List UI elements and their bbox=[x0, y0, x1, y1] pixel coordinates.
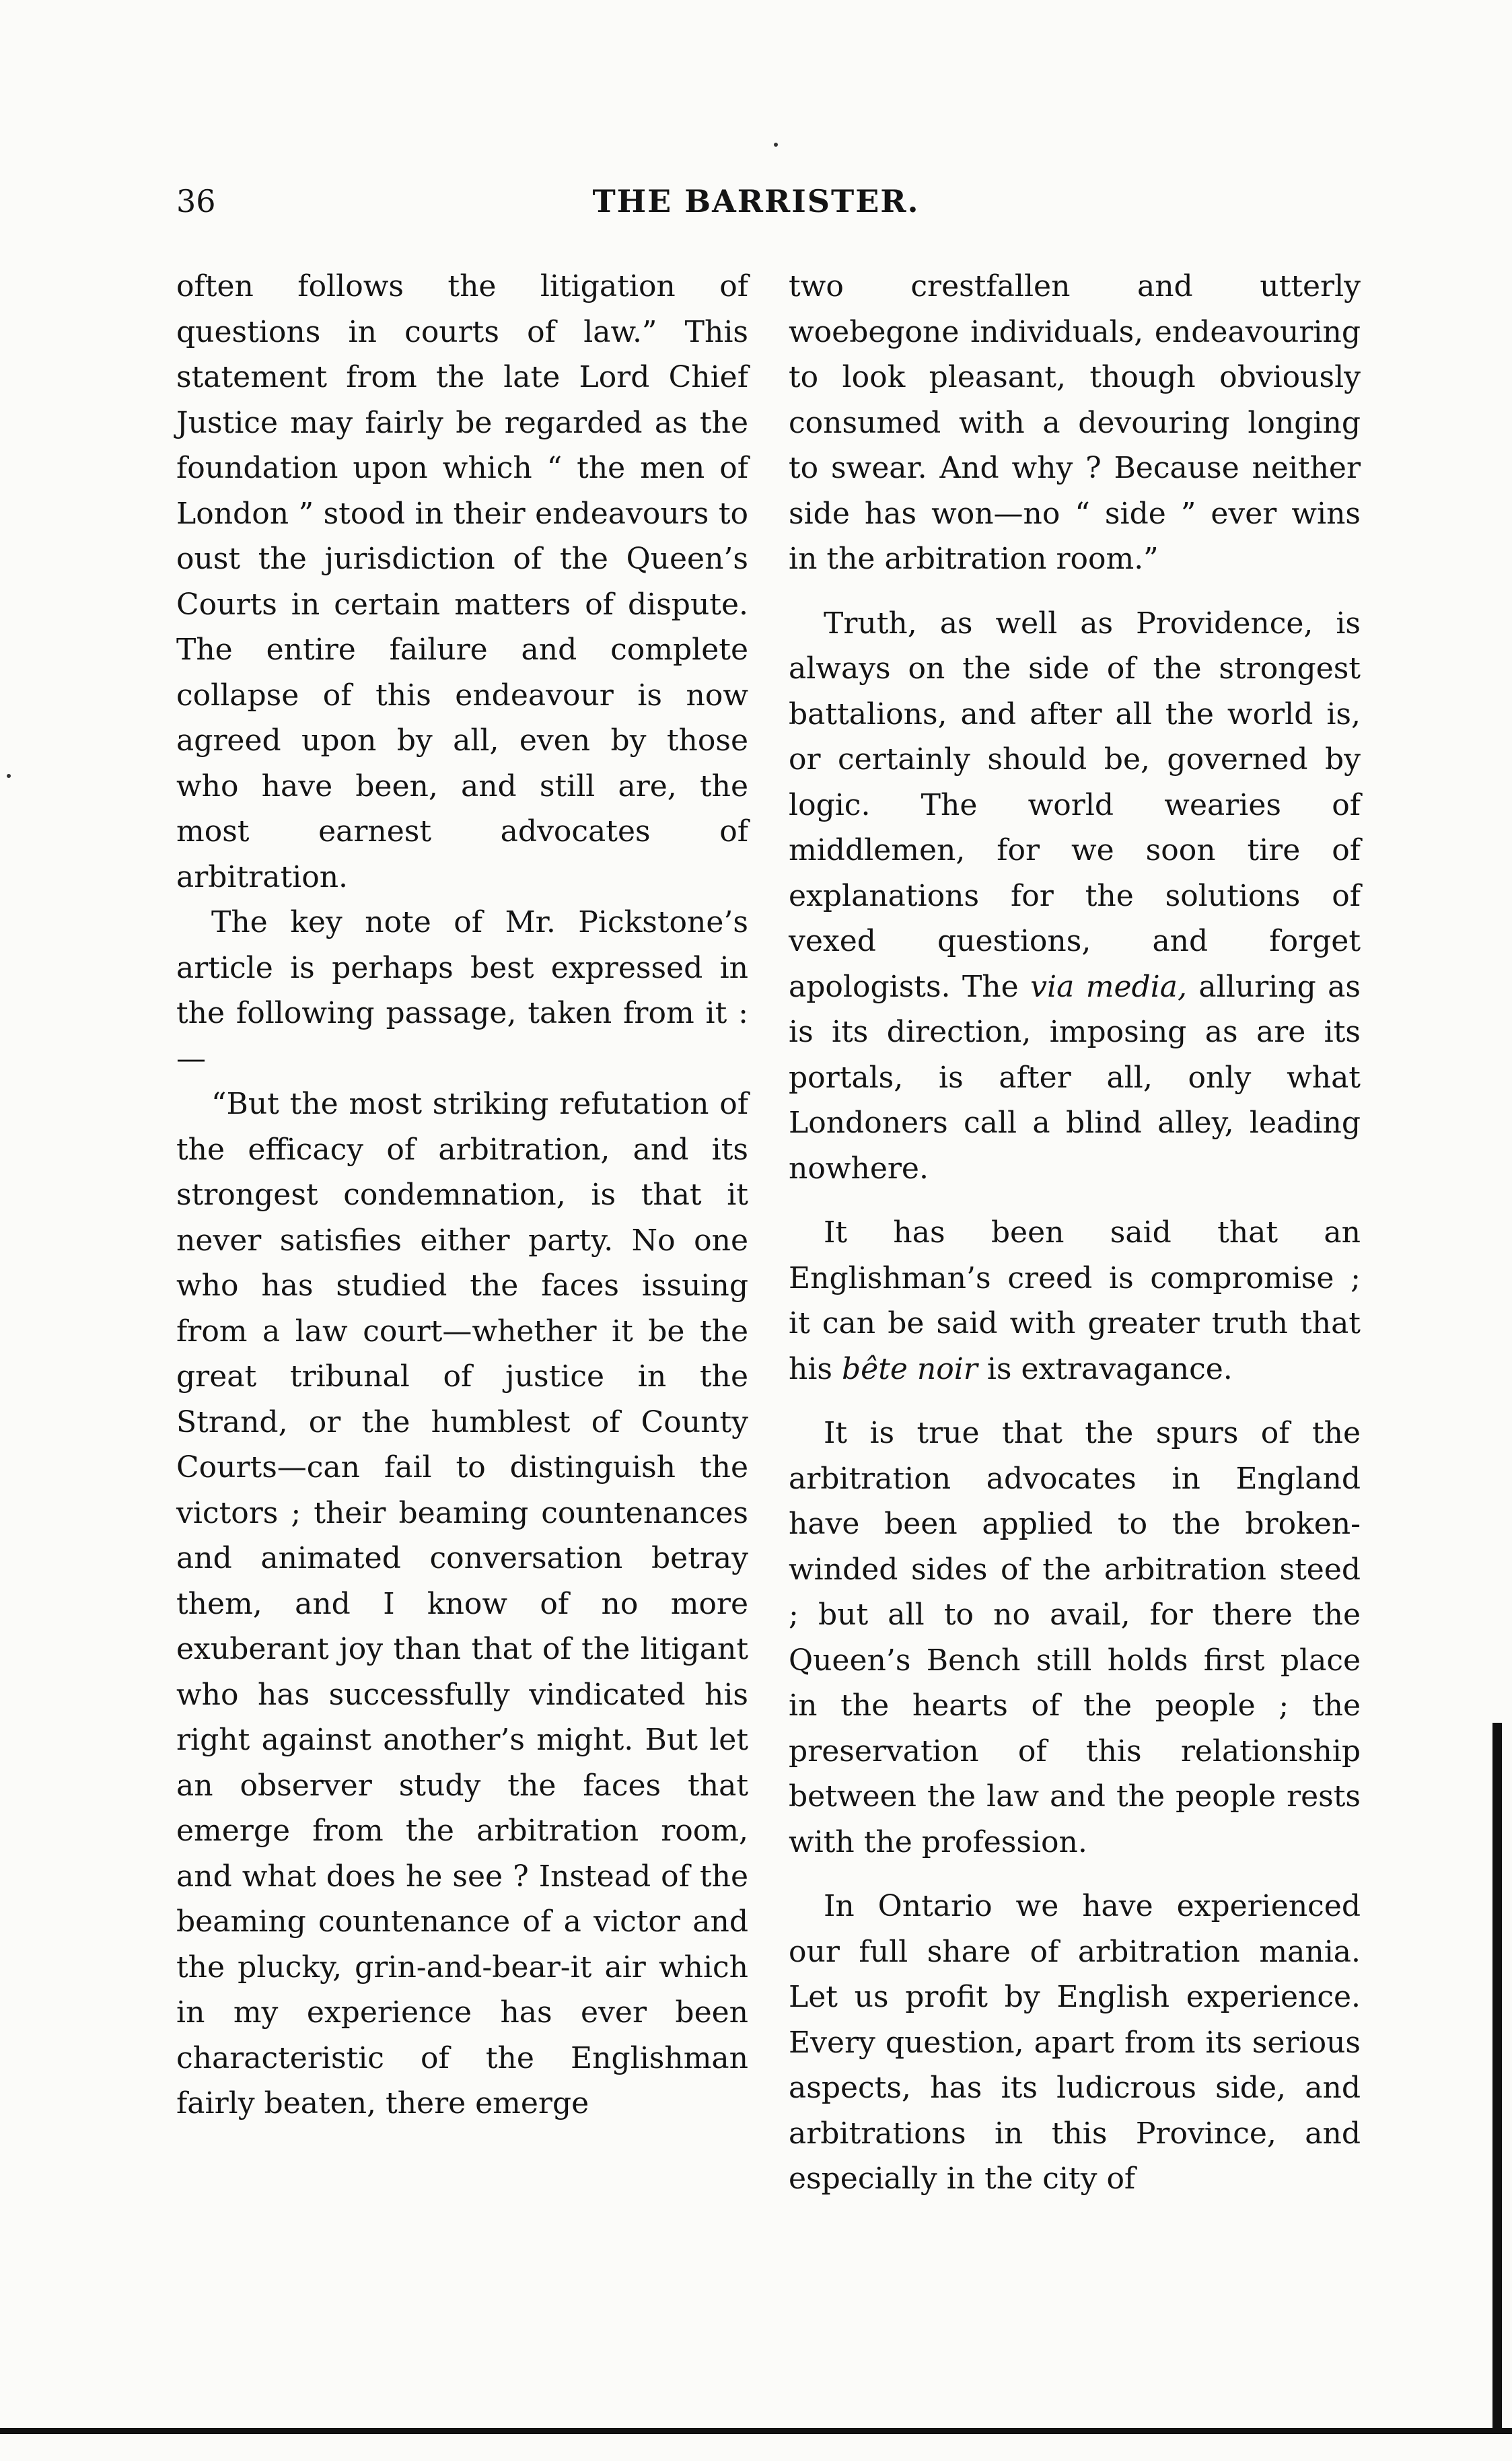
right-paragraph-3-text-a: It has been said that an Englishman’s creed is compromise ; it can be said with greater truth that his bbox=[789, 1215, 1361, 1386]
right-paragraph-5: In Ontario we have experienced our full share of arbitration mania. Let us profit by English experience. Every question, apart from its serious aspects, has its ludicrous side, and arbitrations in this Province, and especially in the city of bbox=[789, 1889, 1361, 2196]
scan-speck bbox=[7, 774, 11, 778]
right-paragraph-3 bbox=[789, 1210, 1361, 1392]
right-paragraph-3-text-b: is extravagance. bbox=[977, 1351, 1233, 1386]
left-paragraph-1: often follows the litigation of questions in courts of law.” This statement from the late Lord Chief Justice may fairly be regarded as the foundation upon which “ the men of London ” stood in their endeavours to oust the jurisdiction of the Queen’s Courts in certain matters of dispute. The entire failure and complete collapse of this endeavour is now agreed upon by all, even by those who have been, and still are, the most earnest advocates of arbitration. bbox=[176, 269, 748, 894]
left-paragraph-3: “But the most striking refutation of the efficacy of arbitration, and its strongest condemnation, is that it never satisfies either party. No one who has studied the faces issuing from a law court—whether it be the great tribunal of justice in the Strand, or the humblest of County Courts—can fail to distinguish the victors ; their beaming countenances and animated conversation betray them, and I know of no more exuberant joy than that of the litigant who has successfully vindicated his right against another’s might. But let an observer study the faces that emerge from the arbitration room, and what does he see ? Instead of the beaming countenance of a victor and the plucky, grin-and-bear-it air which in my experience has ever been characteristic of the Englishman fairly beaten, there emerge bbox=[176, 1087, 748, 2120]
right-column bbox=[789, 264, 1361, 2202]
via-media-italic: via media, bbox=[1030, 969, 1187, 1004]
scan-edge-right bbox=[1492, 1723, 1502, 2434]
bete-noir-italic: bête noir bbox=[841, 1351, 978, 1386]
right-paragraph-2-text-a: Truth, as well as Providence, is always on the side of the strongest battalions, and after all the world is, or certainly should be, governed by logic. The world wearies of middlemen, for we soon tire of explanations for the solutions of vexed questions, and forget apologists. The bbox=[789, 606, 1361, 1004]
page-number: 36 bbox=[176, 183, 216, 219]
scan-edge-bottom bbox=[0, 2428, 1512, 2434]
right-paragraph-2 bbox=[789, 601, 1361, 1192]
left-column bbox=[176, 264, 748, 2127]
right-paragraph-4: It is true that the spurs of the arbitration advocates in England have been applied to the broken-winded sides of the arbitration steed ; but all to no avail, for there the Queen’s Bench still holds first place in the hearts of the people ; the preservation of this relationship between the law and the people rests with the profession. bbox=[789, 1416, 1361, 1859]
right-paragraph-2-text-b: alluring as is its direction, imposing as are its portals, is after all, only what Londoners call a blind alley, leading nowhere. bbox=[789, 969, 1361, 1186]
scan-speck bbox=[774, 143, 778, 147]
running-title: THE BARRISTER. bbox=[592, 183, 920, 219]
left-paragraph-2: The key note of Mr. Pickstone’s article is perhaps best expressed in the following passage, taken from it :— bbox=[176, 905, 748, 1076]
right-paragraph-1: two crestfallen and utterly woebegone individuals, endeavouring to look pleasant, though obviously consumed with a devouring longing to swear. And why ? Because neither side has won—no “ side ” ever wins in the arbitration room.” bbox=[789, 269, 1361, 576]
